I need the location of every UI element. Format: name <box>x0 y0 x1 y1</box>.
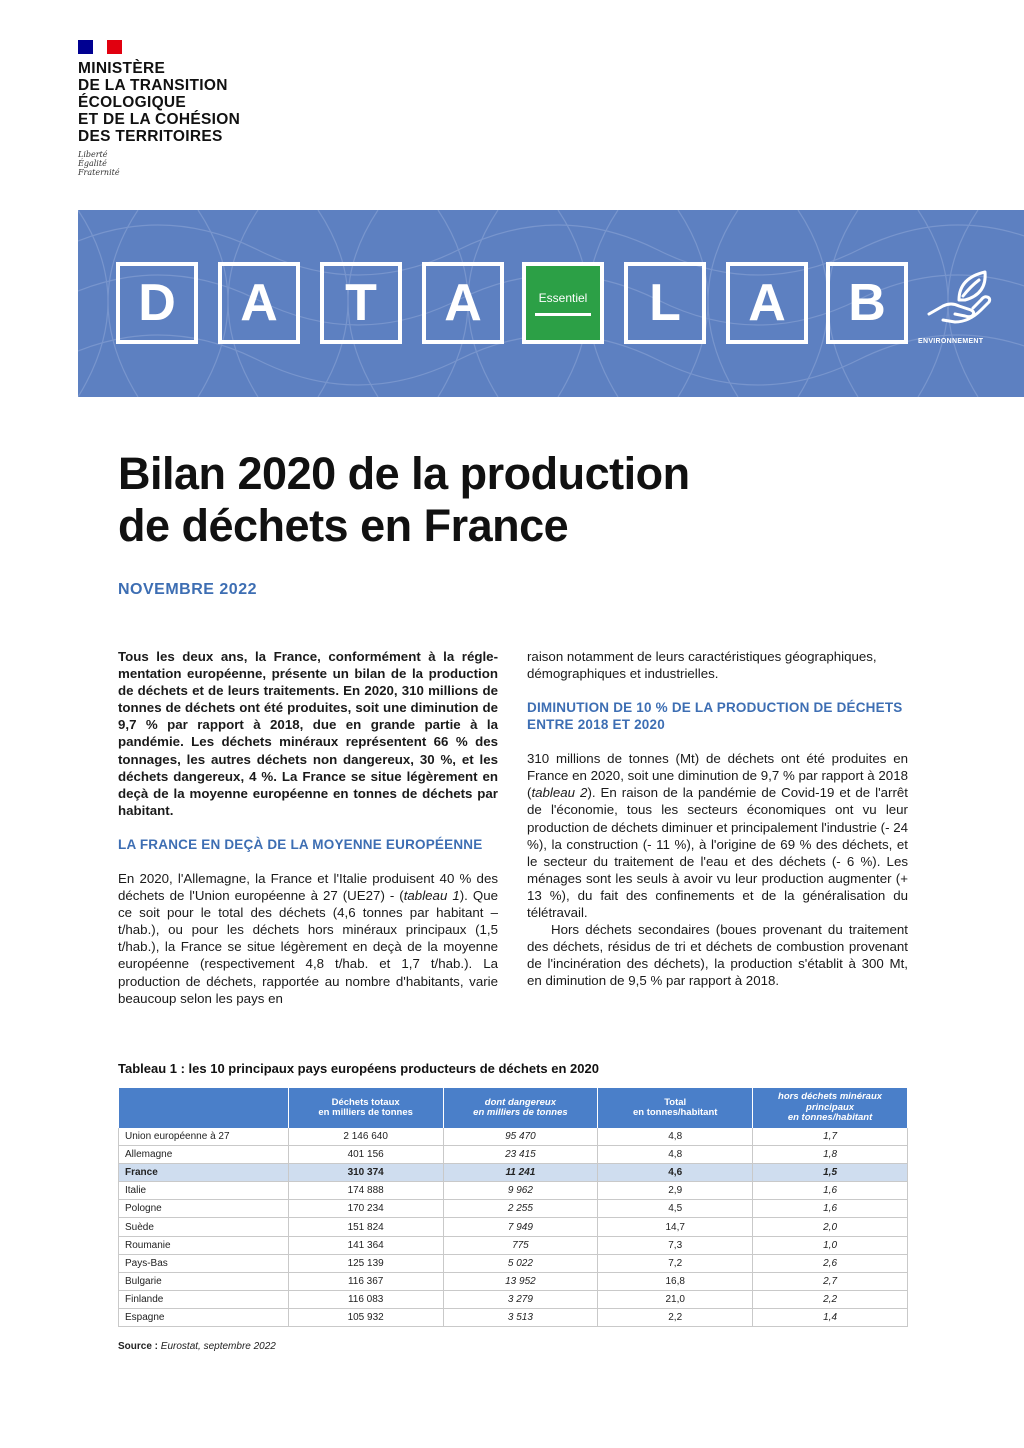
table-caption: Tableau 1 : les 10 principaux pays européens producteurs de déchets en 2020 <box>118 1061 599 1076</box>
letter-tile-a: A <box>218 262 300 344</box>
letter-tile-b: B <box>826 262 908 344</box>
source-text: Eurostat, septembre 2022 <box>160 1341 276 1352</box>
value-cell: 2 255 <box>443 1200 598 1218</box>
value-cell: 2,2 <box>753 1290 908 1308</box>
table-row <box>119 1146 908 1164</box>
value-cell: 1,6 <box>753 1182 908 1200</box>
value-cell: 9 962 <box>443 1182 598 1200</box>
table-row <box>119 1200 908 1218</box>
table-row <box>119 1236 908 1254</box>
table-reference: tableau 1 <box>403 888 460 904</box>
country-cell: France <box>119 1164 289 1182</box>
ministry-line: MINISTÈRE <box>78 60 166 77</box>
table-row <box>119 1182 908 1200</box>
value-cell: 1,8 <box>753 1146 908 1164</box>
table-row <box>119 1254 908 1272</box>
ministry-line: DES TERRITOIRES <box>78 128 223 145</box>
value-cell: 775 <box>443 1236 598 1254</box>
value-cell: 1,7 <box>753 1128 908 1146</box>
ministry-line: ÉCOLOGIQUE <box>78 94 187 111</box>
value-cell: 2,7 <box>753 1272 908 1290</box>
value-cell: 7,3 <box>598 1236 753 1254</box>
flag-red-stripe <box>107 40 122 54</box>
country-cell: Allemagne <box>119 1146 289 1164</box>
section-heading: LA FRANCE EN DEÇÀ DE LA MOYENNE EUROPÉENNE <box>118 836 483 852</box>
value-cell: 151 824 <box>288 1218 443 1236</box>
text-run: En 2020, l'Allemagne, la France et l'Italie produisent 40 % des déchets de l'Union européenne à 27 (UE27) - ( <box>118 870 498 904</box>
value-cell: 310 374 <box>288 1164 443 1182</box>
publication-date: NOVEMBRE 2022 <box>118 581 257 598</box>
country-cell: Suède <box>119 1218 289 1236</box>
section-heading: DIMINUTION DE 10 % DE LA PRODUCTION DE DÉCHETS ENTRE 2018 ET 2020 <box>527 700 903 733</box>
lead-paragraph: Tous les deux ans, la France, conformément à la réglementation européenne, présente un bilan de la production de déchets et de leurs traitements. En 2020, 310 millions de tonnes de déchets ont été produites, soit une diminution de 9,7 % par rapport à 2018, due en grande partie à la pandémie. Les déchets minéraux représentent 66 % des tonnages, les autres déchets non dangereux, 30 %, et les déchets dangereux, 4 %. La France se situe légèrement en deçà de la moyenne européenne en tonnes de déchets par habitant. <box>118 649 498 818</box>
column-header <box>598 1088 753 1128</box>
value-cell: 1,4 <box>753 1308 908 1326</box>
value-cell: 401 156 <box>288 1146 443 1164</box>
value-cell: 174 888 <box>288 1182 443 1200</box>
value-cell: 7,2 <box>598 1254 753 1272</box>
ministry-name <box>78 60 240 145</box>
hand-leaf-icon <box>925 260 995 330</box>
value-cell: 3 279 <box>443 1290 598 1308</box>
essentiel-badge-label: Essentiel <box>538 290 588 305</box>
header-line: en tonnes/habitant <box>632 1107 718 1118</box>
badge-underline <box>535 313 591 316</box>
value-cell: 116 367 <box>288 1272 443 1290</box>
motto-line: Liberté <box>78 150 108 159</box>
value-cell: 1,0 <box>753 1236 908 1254</box>
country-cell: Bulgarie <box>119 1272 289 1290</box>
value-cell: 21,0 <box>598 1290 753 1308</box>
header-line: en tonnes/habitant <box>787 1112 873 1124</box>
text-run: ). En raison de la pandémie de Covid-19 et de l'arrêt de l'économie, tous les secteurs économiques ont vu leur production de déchets diminuer et principalement l'industrie (- 24 %), la construction (- 11 %), à l'origine de 69 % des déchets, et le secteur du traitement de l'eau et des déchets (- 6 %). Les ménages sont les seuls à avoir vu leur production augmenter (+ 13 %), du fait des confinements et de la généralisation du télétravail. <box>527 785 908 921</box>
value-cell: 95 470 <box>443 1128 598 1146</box>
table-row <box>119 1272 908 1290</box>
country-cell: Italie <box>119 1182 289 1200</box>
text-run: ). Que ce soit pour le total des déchets (4,6 tonnes par habitant – t/hab.), ou pour les déchets hors minéraux principaux (1,5 t/hab.), la France se situe légèrement en deçà de la moyenne européenne (respectivement 4,8 t/hab. et 1,7 t/hab.). La production de déchets, rapportée au nombre d'habitants, varie beaucoup selon les pays en <box>118 888 499 1006</box>
value-cell: 170 234 <box>288 1200 443 1218</box>
value-cell: 2,2 <box>598 1308 753 1326</box>
column-header <box>443 1088 598 1128</box>
body-paragraph: raison notamment de leurs caractéristiques géographiques, démographiques et industrielles. <box>527 649 877 682</box>
country-cell: Finlande <box>119 1290 289 1308</box>
value-cell: 2,0 <box>753 1218 908 1236</box>
value-cell: 23 415 <box>443 1146 598 1164</box>
value-cell: 5 022 <box>443 1254 598 1272</box>
value-cell: 13 952 <box>443 1272 598 1290</box>
source-label: Source : <box>118 1341 159 1352</box>
value-cell: 2,9 <box>598 1182 753 1200</box>
datalab-banner <box>78 210 1024 397</box>
column-header <box>119 1088 289 1128</box>
body-paragraph: Hors déchets secondaires (boues provenant du traitement des déchets, résidus de tri et déchets de combustion provenant de l'incinération des déchets), la production s'établit à 300 Mt, en diminution de 9,5 % par rapport à 2018. <box>527 922 908 989</box>
body-paragraph <box>527 750 908 921</box>
value-cell: 2 146 640 <box>288 1128 443 1146</box>
environment-label: ENVIRONNEMENT <box>918 338 984 345</box>
left-column <box>118 648 498 1007</box>
table-row <box>119 1308 908 1326</box>
ministry-line: DE LA TRANSITION <box>78 77 228 94</box>
table-row <box>119 1128 908 1146</box>
page-title <box>118 448 690 552</box>
country-cell: Union européenne à 27 <box>119 1128 289 1146</box>
value-cell: 11 241 <box>443 1164 598 1182</box>
header-line: dont dangereux <box>484 1096 557 1108</box>
column-header <box>753 1088 908 1128</box>
body-paragraph <box>118 870 498 1007</box>
value-cell: 2,6 <box>753 1254 908 1272</box>
country-cell: Espagne <box>119 1308 289 1326</box>
flag-white-stripe <box>93 40 108 54</box>
header-line: hors déchets minéraux principaux <box>778 1091 883 1113</box>
letter-tile-t: T <box>320 262 402 344</box>
marianne-flag-logo <box>78 40 122 54</box>
flag-blue-stripe <box>78 40 93 54</box>
republic-motto <box>78 150 120 177</box>
essentiel-badge <box>522 262 604 344</box>
value-cell: 1,5 <box>753 1164 908 1182</box>
motto-line: Égalité <box>78 159 107 168</box>
country-cell: Pays-Bas <box>119 1254 289 1272</box>
motto-line: Fraternité <box>78 168 120 177</box>
table-reference: tableau 2 <box>531 785 588 801</box>
column-header <box>288 1088 443 1128</box>
header-line: Déchets totaux <box>331 1096 400 1108</box>
value-cell: 3 513 <box>443 1308 598 1326</box>
header-line: en milliers de tonnes <box>473 1107 568 1118</box>
header-line: en milliers de tonnes <box>318 1107 413 1118</box>
table-row <box>119 1290 908 1308</box>
value-cell: 116 083 <box>288 1290 443 1308</box>
table-source <box>118 1341 276 1352</box>
value-cell: 125 139 <box>288 1254 443 1272</box>
table-row <box>119 1218 908 1236</box>
country-cell: Roumanie <box>119 1236 289 1254</box>
title-line: Bilan 2020 de la production <box>118 448 690 499</box>
right-column <box>527 648 908 990</box>
value-cell: 141 364 <box>288 1236 443 1254</box>
table-row <box>119 1164 908 1182</box>
header-line: Total <box>664 1096 687 1108</box>
title-line: de déchets en France <box>118 500 569 551</box>
letter-tile-a: A <box>726 262 808 344</box>
value-cell: 105 932 <box>288 1308 443 1326</box>
value-cell: 1,6 <box>753 1200 908 1218</box>
letter-tile-d: D <box>116 262 198 344</box>
ministry-line: ET DE LA COHÉSION <box>78 111 241 128</box>
table-header-row <box>119 1088 908 1128</box>
text-run: 310 millions de tonnes (Mt) de déchets ont été produites en France en 2020, soit une diminution de 9,7 % par rapport à 2018 ( <box>527 751 908 801</box>
value-cell: 4,8 <box>598 1128 753 1146</box>
letter-tile-l: L <box>624 262 706 344</box>
letter-tile-a: A <box>422 262 504 344</box>
value-cell: 14,7 <box>598 1218 753 1236</box>
value-cell: 7 949 <box>443 1218 598 1236</box>
waste-production-table <box>118 1088 908 1327</box>
value-cell: 16,8 <box>598 1272 753 1290</box>
value-cell: 4,5 <box>598 1200 753 1218</box>
country-cell: Pologne <box>119 1200 289 1218</box>
value-cell: 4,6 <box>598 1164 753 1182</box>
value-cell: 4,8 <box>598 1146 753 1164</box>
